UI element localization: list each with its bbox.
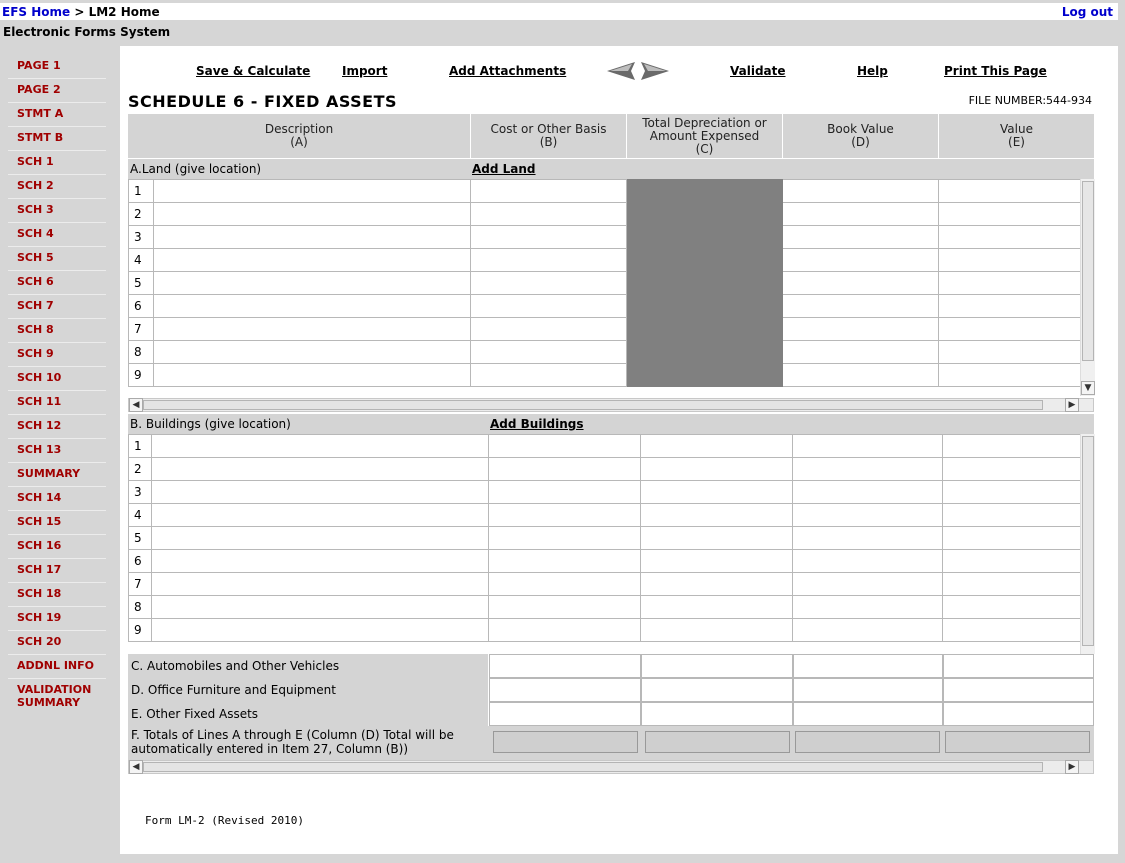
- print-page-link[interactable]: Print This Page: [944, 64, 1047, 78]
- sidebar-item-sch-17[interactable]: SCH 17: [8, 559, 106, 583]
- scroll-left-icon[interactable]: ◀: [129, 760, 143, 774]
- column-header-description: Description (A): [128, 114, 471, 158]
- book-value-input[interactable]: [783, 272, 939, 295]
- description-input[interactable]: [152, 527, 489, 550]
- cost-input[interactable]: [471, 318, 627, 341]
- land-horizontal-scrollbar[interactable]: [128, 398, 1094, 412]
- description-input[interactable]: [152, 458, 489, 481]
- sidebar-item-sch-13[interactable]: SCH 13: [8, 439, 106, 463]
- scroll-right-icon[interactable]: ▶: [1065, 760, 1079, 774]
- main-content: [120, 46, 1118, 854]
- book-value-input[interactable]: [783, 341, 939, 364]
- depreciation-input: [627, 272, 783, 295]
- sidebar-item-sch-6[interactable]: SCH 6: [8, 271, 106, 295]
- table-row: [129, 180, 1081, 203]
- scrollbar-thumb[interactable]: [1082, 436, 1094, 646]
- table-row: [129, 341, 1081, 364]
- efs-home-link[interactable]: EFS Home: [2, 5, 71, 19]
- row-number: 4: [129, 249, 154, 272]
- buildings-section-label: B. Buildings (give location): [130, 417, 291, 431]
- book-value-input[interactable]: [793, 550, 943, 573]
- row-number: 5: [129, 527, 152, 550]
- value-input[interactable]: [939, 341, 1081, 364]
- row-number: 2: [129, 458, 152, 481]
- line-f-depreciation-total: [645, 731, 790, 753]
- table-row: [129, 458, 1081, 481]
- line-e-value-input[interactable]: [943, 702, 1094, 726]
- sidebar-item-stmt-a[interactable]: STMT A: [8, 103, 106, 127]
- book-value-input[interactable]: [783, 295, 939, 318]
- sidebar-item-label: SUMMARY: [17, 696, 81, 709]
- table-row: [129, 226, 1081, 249]
- depreciation-input: [627, 203, 783, 226]
- book-value-input[interactable]: [783, 180, 939, 203]
- value-input[interactable]: [939, 180, 1081, 203]
- book-value-input[interactable]: [793, 481, 943, 504]
- depreciation-input: [627, 341, 783, 364]
- add-land-link[interactable]: Add Land: [472, 162, 536, 176]
- sidebar-item-page-1[interactable]: PAGE 1: [8, 55, 106, 79]
- sidebar-item-sch-14[interactable]: SCH 14: [8, 487, 106, 511]
- depreciation-input[interactable]: [641, 573, 793, 596]
- row-number: 6: [129, 550, 152, 573]
- cost-input[interactable]: [489, 619, 641, 642]
- value-input[interactable]: [943, 550, 1081, 573]
- sidebar-item-label: VALIDATION: [17, 683, 92, 696]
- sidebar-item-sch-9[interactable]: SCH 9: [8, 343, 106, 367]
- file-number: FILE NUMBER:544-934: [968, 94, 1092, 107]
- description-input[interactable]: [152, 435, 489, 458]
- app-subtitle: Electronic Forms System: [3, 25, 171, 39]
- top-bar: [0, 3, 1118, 20]
- line-e-depreciation-input[interactable]: [641, 702, 793, 726]
- sidebar-item-sch-4[interactable]: SCH 4: [8, 223, 106, 247]
- description-input[interactable]: [152, 619, 489, 642]
- book-value-input[interactable]: [793, 596, 943, 619]
- table-row: [129, 481, 1081, 504]
- description-input[interactable]: [154, 272, 471, 295]
- column-header-depreciation: Total Depreciation or Amount Expensed (C): [627, 114, 783, 158]
- breadcrumb-separator: >: [70, 5, 89, 19]
- cost-input[interactable]: [489, 435, 641, 458]
- line-c-cost-input[interactable]: [489, 654, 641, 678]
- cost-input[interactable]: [489, 481, 641, 504]
- line-f-cost-total: [493, 731, 638, 753]
- depreciation-input[interactable]: [641, 481, 793, 504]
- book-value-input[interactable]: [783, 203, 939, 226]
- sidebar-item-sch-2[interactable]: SCH 2: [8, 175, 106, 199]
- buildings-vertical-scrollbar[interactable]: [1080, 434, 1095, 654]
- value-input[interactable]: [939, 226, 1081, 249]
- scroll-right-icon[interactable]: ▶: [1065, 398, 1079, 412]
- sidebar-item-stmt-b[interactable]: STMT B: [8, 127, 106, 151]
- cost-input[interactable]: [471, 180, 627, 203]
- land-vertical-scrollbar[interactable]: [1080, 179, 1095, 396]
- line-c-label: C. Automobiles and Other Vehicles: [128, 654, 488, 678]
- table-row: [129, 619, 1081, 642]
- description-input[interactable]: [154, 226, 471, 249]
- book-value-input[interactable]: [793, 435, 943, 458]
- line-c-book-value-input[interactable]: [793, 654, 943, 678]
- row-number: 8: [129, 341, 154, 364]
- cost-input[interactable]: [471, 249, 627, 272]
- sidebar-item-sch-12[interactable]: SCH 12: [8, 415, 106, 439]
- table-row: [129, 295, 1081, 318]
- scrollbar-thumb[interactable]: [1082, 181, 1094, 361]
- row-number: 7: [129, 318, 154, 341]
- description-input[interactable]: [154, 180, 471, 203]
- value-input[interactable]: [943, 573, 1081, 596]
- page-title: SCHEDULE 6 - FIXED ASSETS: [128, 92, 398, 111]
- sidebar-item-sch-19[interactable]: SCH 19: [8, 607, 106, 631]
- depreciation-input[interactable]: [641, 435, 793, 458]
- table-row: [129, 249, 1081, 272]
- sidebar-item-addnl-info[interactable]: ADDNL INFO: [8, 655, 106, 679]
- column-header-book-value: Book Value (D): [783, 114, 939, 158]
- sidebar-item-sch-11[interactable]: SCH 11: [8, 391, 106, 415]
- table-row: [129, 527, 1081, 550]
- cost-input[interactable]: [489, 550, 641, 573]
- value-input[interactable]: [939, 318, 1081, 341]
- row-number: 3: [129, 226, 154, 249]
- sidebar-item-page-2[interactable]: PAGE 2: [8, 79, 106, 103]
- table-row: [129, 550, 1081, 573]
- row-number: 1: [129, 180, 154, 203]
- description-input[interactable]: [152, 481, 489, 504]
- description-input[interactable]: [152, 504, 489, 527]
- row-number: 1: [129, 435, 152, 458]
- previous-page-icon[interactable]: [607, 62, 635, 80]
- column-headers: [128, 114, 1094, 158]
- table-row: [129, 203, 1081, 226]
- description-input[interactable]: [154, 203, 471, 226]
- cost-input[interactable]: [489, 527, 641, 550]
- land-table: [128, 179, 1081, 387]
- cost-input[interactable]: [471, 364, 627, 387]
- depreciation-input[interactable]: [641, 550, 793, 573]
- next-page-icon[interactable]: [641, 62, 669, 80]
- value-input[interactable]: [943, 504, 1081, 527]
- sidebar-item-sch-15[interactable]: SCH 15: [8, 511, 106, 535]
- value-input[interactable]: [943, 619, 1081, 642]
- depreciation-input: [627, 226, 783, 249]
- table-row: [129, 364, 1081, 387]
- sidebar-item-sch-18[interactable]: SCH 18: [8, 583, 106, 607]
- value-input[interactable]: [943, 596, 1081, 619]
- summary-horizontal-scrollbar[interactable]: [128, 760, 1094, 774]
- sidebar-item-summary[interactable]: SUMMARY: [8, 463, 106, 487]
- depreciation-input[interactable]: [641, 504, 793, 527]
- depreciation-input: [627, 180, 783, 203]
- cost-input[interactable]: [489, 573, 641, 596]
- table-row: [129, 504, 1081, 527]
- description-input[interactable]: [154, 341, 471, 364]
- sidebar-item-sch-1[interactable]: SCH 1: [8, 151, 106, 175]
- depreciation-input: [627, 364, 783, 387]
- save-calculate-link[interactable]: Save & Calculate: [196, 64, 311, 78]
- column-header-cost: Cost or Other Basis (B): [471, 114, 627, 158]
- buildings-section-bar: [128, 414, 1094, 434]
- description-input[interactable]: [154, 318, 471, 341]
- scroll-left-icon[interactable]: ◀: [129, 398, 143, 412]
- line-e-book-value-input[interactable]: [793, 702, 943, 726]
- description-input[interactable]: [152, 596, 489, 619]
- line-d-book-value-input[interactable]: [793, 678, 943, 702]
- line-c-depreciation-input[interactable]: [641, 654, 793, 678]
- description-input[interactable]: [154, 364, 471, 387]
- description-input[interactable]: [154, 249, 471, 272]
- sidebar-item-sch-7[interactable]: SCH 7: [8, 295, 106, 319]
- depreciation-input[interactable]: [641, 458, 793, 481]
- row-number: 2: [129, 203, 154, 226]
- value-input[interactable]: [943, 458, 1081, 481]
- add-attachments-link[interactable]: Add Attachments: [449, 64, 567, 78]
- cost-input[interactable]: [471, 341, 627, 364]
- depreciation-input[interactable]: [641, 596, 793, 619]
- table-row: [129, 573, 1081, 596]
- value-input[interactable]: [939, 249, 1081, 272]
- description-input[interactable]: [152, 550, 489, 573]
- form-revision-footer: Form LM-2 (Revised 2010): [145, 814, 304, 827]
- scrollbar-thumb[interactable]: [143, 762, 1043, 772]
- row-number: 6: [129, 295, 154, 318]
- row-number: 4: [129, 504, 152, 527]
- line-d-cost-input[interactable]: [489, 678, 641, 702]
- depreciation-input: [627, 318, 783, 341]
- row-number: 9: [129, 619, 152, 642]
- buildings-table: [128, 434, 1081, 642]
- sidebar-item-sch-10[interactable]: SCH 10: [8, 367, 106, 391]
- cost-input[interactable]: [471, 226, 627, 249]
- add-buildings-link[interactable]: Add Buildings: [490, 417, 584, 431]
- cost-input[interactable]: [471, 272, 627, 295]
- sidebar-item-sch-20[interactable]: SCH 20: [8, 631, 106, 655]
- line-f-label: F. Totals of Lines A through E (Column (D) Total will be automatically entered in Item 27, Column (B)): [128, 726, 1094, 760]
- table-row: [129, 318, 1081, 341]
- line-c-value-input[interactable]: [943, 654, 1094, 678]
- book-value-input[interactable]: [793, 619, 943, 642]
- value-input[interactable]: [943, 435, 1081, 458]
- cost-input[interactable]: [489, 504, 641, 527]
- land-section-label: A.Land (give location): [130, 162, 262, 176]
- help-link[interactable]: Help: [857, 64, 888, 78]
- line-f-book-value-total: [795, 731, 940, 753]
- cost-input[interactable]: [471, 203, 627, 226]
- import-link[interactable]: Import: [342, 64, 388, 78]
- row-number: 8: [129, 596, 152, 619]
- logout-link[interactable]: Log out: [1061, 5, 1113, 19]
- sidebar-item-sch-3[interactable]: SCH 3: [8, 199, 106, 223]
- sidebar-item-validation-summary[interactable]: [8, 679, 106, 709]
- book-value-input[interactable]: [783, 318, 939, 341]
- scroll-down-icon[interactable]: ▼: [1081, 381, 1095, 395]
- line-f-value-total: [945, 731, 1090, 753]
- book-value-input[interactable]: [793, 504, 943, 527]
- scrollbar-thumb[interactable]: [143, 400, 1043, 410]
- line-e-cost-input[interactable]: [489, 702, 641, 726]
- sidebar-item-sch-8[interactable]: SCH 8: [8, 319, 106, 343]
- table-row: [129, 435, 1081, 458]
- book-value-input[interactable]: [793, 527, 943, 550]
- description-input[interactable]: [154, 295, 471, 318]
- line-d-depreciation-input[interactable]: [641, 678, 793, 702]
- sidebar-item-sch-16[interactable]: SCH 16: [8, 535, 106, 559]
- land-section-bar: [128, 159, 1094, 179]
- row-number: 7: [129, 573, 152, 596]
- value-input[interactable]: [939, 272, 1081, 295]
- page-nav-arrows: [607, 61, 669, 81]
- table-row: [129, 272, 1081, 295]
- value-input[interactable]: [939, 203, 1081, 226]
- description-input[interactable]: [152, 573, 489, 596]
- summary-lines: [128, 654, 1094, 760]
- line-d-label: D. Office Furniture and Equipment: [128, 678, 488, 702]
- row-number: 5: [129, 272, 154, 295]
- cost-input[interactable]: [489, 458, 641, 481]
- value-input[interactable]: [939, 295, 1081, 318]
- validate-link[interactable]: Validate: [730, 64, 786, 78]
- book-value-input[interactable]: [783, 249, 939, 272]
- line-e-label: E. Other Fixed Assets: [128, 702, 488, 726]
- depreciation-input[interactable]: [641, 527, 793, 550]
- cost-input[interactable]: [489, 596, 641, 619]
- sidebar-nav: [8, 55, 106, 709]
- value-input[interactable]: [943, 527, 1081, 550]
- breadcrumb-current: LM2 Home: [88, 5, 160, 19]
- sidebar-item-sch-5[interactable]: SCH 5: [8, 247, 106, 271]
- book-value-input[interactable]: [793, 458, 943, 481]
- cost-input[interactable]: [471, 295, 627, 318]
- book-value-input[interactable]: [793, 573, 943, 596]
- column-header-value: Value (E): [1000, 122, 1033, 149]
- row-number: 9: [129, 364, 154, 387]
- table-row: [129, 596, 1081, 619]
- depreciation-input: [627, 295, 783, 318]
- depreciation-input[interactable]: [641, 619, 793, 642]
- value-input[interactable]: [943, 481, 1081, 504]
- depreciation-input: [627, 249, 783, 272]
- breadcrumb: [2, 5, 160, 19]
- book-value-input[interactable]: [783, 364, 939, 387]
- value-input[interactable]: [939, 364, 1081, 387]
- row-number: 3: [129, 481, 152, 504]
- line-d-value-input[interactable]: [943, 678, 1094, 702]
- book-value-input[interactable]: [783, 226, 939, 249]
